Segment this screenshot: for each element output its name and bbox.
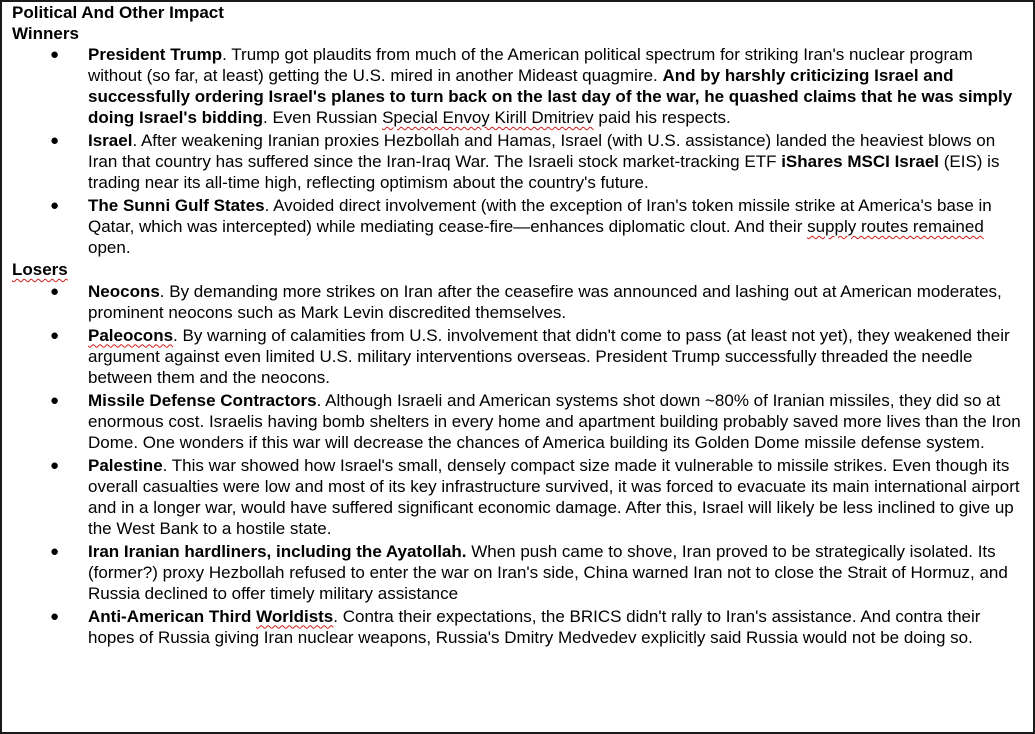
item-text: . This war showed how Israel's small, densely compact size made it vulnerable to missile strikes. Even though its overall casualties were low and most of its key infrastructure survived, it was forced to evacuate its main international airport and in a longer war, would have suffered significant economic damage. After this, Israel will likely be less inclined to give up the West Bank to a hostile state.	[88, 455, 1020, 538]
item-emphasis: Missile Defense Contractors	[88, 390, 317, 410]
item-emphasis: The Sunni Gulf States	[88, 196, 265, 215]
list-item	[12, 390, 1033, 453]
item-emphasis: And by harshly criticizing Israel and successfully ordering Israel's planes to turn back on the last day of the war, he quashed claims that he was simply doing Israel's bidding	[88, 66, 1013, 127]
item-emphasis: Iran Iranian hardliners, including the Ayatollah.	[88, 541, 467, 561]
item-text: When push came to shove, Iran proved to be strategically isolated. Its (former?) proxy Hezbollah refused to enter the war on Iran's side, China warned Iran not to close the Strait of Hormuz, and Russia declined to offer timely military assistance	[88, 541, 1008, 603]
item-emphasis: Worldists	[256, 606, 334, 626]
item-emphasis: President Trump	[88, 45, 223, 64]
bullet-icon: ●	[50, 197, 60, 214]
bullet-icon: ●	[50, 282, 60, 300]
bullet-icon: ●	[50, 542, 60, 560]
item-text: open.	[88, 238, 131, 257]
item-text: . Contra their expectations, the BRICS didn't rally to Iran's assistance. And contra their hopes of Russia giving Iran nuclear weapons, Russia's Dmitry Medvedev explicitly said Russia would not be doing so.	[88, 606, 981, 647]
list-item	[12, 455, 1033, 539]
list-item	[12, 281, 1033, 323]
bullet-icon: ●	[50, 46, 60, 63]
list-item	[12, 44, 1033, 128]
item-emphasis: Paleocons	[88, 325, 174, 345]
item-text: supply routes remained	[807, 217, 984, 236]
list-item	[12, 541, 1033, 604]
item-text: . By demanding more strikes on Iran after the ceasefire was announced and lashing out at American moderates, prominent neocons such as Mark Levin discredited themselves.	[88, 281, 1002, 322]
item-emphasis: Palestine	[88, 455, 163, 475]
bullet-icon: ●	[50, 132, 60, 149]
list-item	[12, 606, 1033, 648]
page-title: Political And Other Impact	[12, 3, 224, 22]
losers-list	[12, 281, 1033, 648]
item-text: . Trump got plaudits from much of the American political spectrum for striking Iran's nuclear program without (so far, at least) getting the U.S. mired in another Mideast quagmire.	[88, 45, 973, 85]
item-text: . Even Russian	[263, 108, 383, 127]
item-text: . Avoided direct involvement (with the exception of Iran's token missile strike at America's base in Qatar, which was intercepted) while mediating cease-fire—enhances diplomatic clout. And their	[88, 196, 992, 236]
item-emphasis: Neocons	[88, 281, 160, 301]
bullet-icon: ●	[50, 391, 60, 409]
item-emphasis: iShares MSCI Israel	[781, 152, 940, 171]
section-heading-losers-text: Losers	[12, 260, 68, 279]
bullet-icon: ●	[50, 326, 60, 344]
item-text: paid his respects.	[593, 108, 731, 127]
item-emphasis: Israel	[88, 131, 133, 150]
item-emphasis: Anti-American Third	[88, 606, 257, 626]
bullet-icon: ●	[50, 607, 60, 625]
item-text: . By warning of calamities from U.S. involvement that didn't come to pass (at least not yet), they weakened their argument against even limited U.S. military interventions overseas. President Trump successfully threaded the needle between them and the neocons.	[88, 325, 1010, 387]
item-text: . After weakening Iranian proxies Hezbollah and Hamas, Israel (with U.S. assistance) landed the heaviest blows on Iran that country has suffered since the Iran-Iraq War. The Israeli stock market-tracking ETF	[88, 131, 996, 171]
section-heading-winners: Winners	[12, 23, 79, 43]
list-item	[12, 195, 1033, 258]
winners-list	[12, 44, 1033, 258]
list-item	[12, 325, 1033, 388]
item-text: Special Envoy Kirill Dmitriev	[382, 108, 594, 127]
section-heading-losers	[12, 260, 1033, 281]
item-text: (EIS) is trading near its all-time high, reflecting optimism about the country's future.	[88, 152, 1000, 192]
item-text: . Although Israeli and American systems shot down ~80% of Iranian missiles, they did so at enormous cost. Israelis having bomb shelters in every home and apartment building probably saved more lives than the Iron Dome. One wonders if this war will decrease the chances of America building its Golden Dome missile defense system.	[88, 390, 1021, 452]
list-item	[12, 130, 1033, 193]
bullet-icon: ●	[50, 456, 60, 474]
